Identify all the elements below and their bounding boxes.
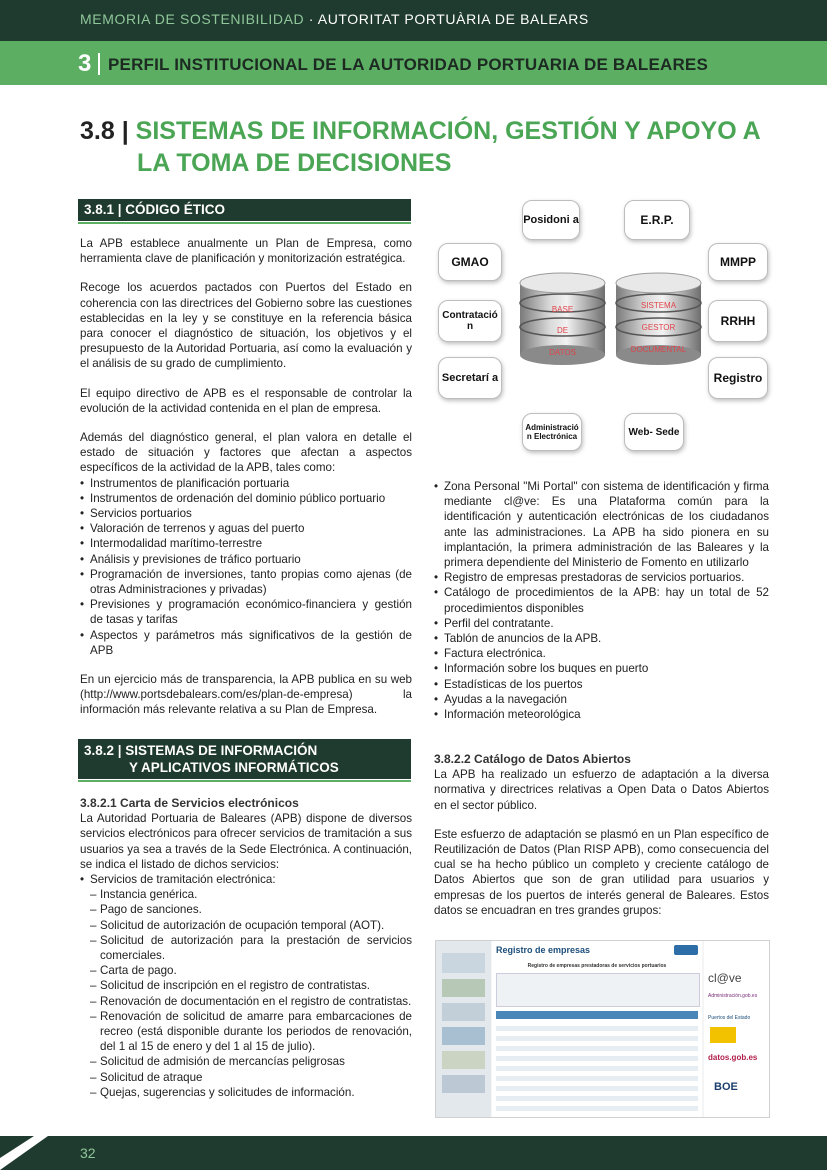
- list-item: • Previsiones y programación económico-financiera y gestión de tasas y tarifas: [80, 597, 412, 627]
- section-heading-382-line2: Y APLICATIVOS INFORMÁTICOS: [129, 760, 339, 775]
- list-item: • Estadísticas de los puertos: [434, 677, 769, 692]
- paragraph: La APB ha realizado un esfuerzo de adaptación a la diversa normativa y directrices relativas a Open Data o Datos Abiertos en el sector público.: [434, 768, 769, 812]
- datos-gob-logo: datos.gob.es: [708, 1053, 758, 1062]
- list-item: • Perfil del contratante.: [434, 616, 769, 631]
- list-item: • Valoración de terrenos y aguas del puerto: [80, 521, 412, 536]
- page-number: 32: [80, 1145, 96, 1161]
- db-label: DOCUMENTAL: [630, 345, 687, 354]
- page-title-number: 3.8 |: [80, 117, 129, 145]
- section-3822-body: [434, 752, 769, 918]
- screenshot-main: [492, 941, 702, 1117]
- header-text: [80, 11, 589, 27]
- procedures-list: [80, 887, 412, 1100]
- list-item: – Quejas, sugerencias y solicitudes de información.: [80, 1085, 412, 1100]
- section-heading-381: [78, 199, 411, 221]
- paragraph: La APB establece anualmente un Plan de Empresa, como herramienta clave de planificación y monitorización estratégica.: [80, 237, 412, 266]
- list-item: • Programación de inversiones, tanto propias como ajenas (de otras Administraciones y privadas): [80, 567, 412, 597]
- information-systems-diagram: [430, 195, 772, 450]
- screenshot-title: Registro de empresas: [496, 945, 591, 955]
- section-3821-body: [80, 796, 412, 1100]
- administracion-logo: Administración.gob.es: [708, 993, 758, 999]
- screenshot-subtitle: Registro de empresas prestadoras de servicios portuarios: [527, 963, 667, 969]
- paragraph: Recoge los acuerdos pactados con Puertos del Estado en coherencia con las directrices del Gobierno sobre las cuestiones establecidas en la ley y se constituye en la referencia básica para conocer el diagnóstico de situación, los objetivos y el presupuesto de la Autoridad Portuaria, así como la evaluación y el análisis de su grado de cumplimiento.: [80, 281, 412, 371]
- list-item: – Instancia genérica.: [80, 887, 412, 902]
- list-item: – Solicitud de atraque: [80, 1070, 412, 1085]
- list-item: • Instrumentos de planificación portuaria: [80, 476, 412, 491]
- chapter-divider: [98, 53, 100, 75]
- list-item: – Solicitud de inscripción en el registro de contratistas.: [80, 978, 412, 993]
- list-item: – Carta de pago.: [80, 963, 412, 978]
- screenshot-logos: [704, 941, 769, 1117]
- system-box-rrhh: RRHH: [708, 300, 768, 342]
- page-title: [80, 115, 780, 177]
- system-box-posidonia: Posidoni a: [522, 200, 580, 240]
- list-item: • Factura electrónica.: [434, 646, 769, 661]
- clave-logo: cl@ve: [708, 971, 742, 985]
- list-item: – Solicitud de admisión de mercancías peligrosas: [80, 1054, 412, 1069]
- chapter-title: PERFIL INSTITUCIONAL DE LA AUTORIDAD PORTUARIA DE BALEARES: [108, 55, 709, 74]
- services-list: [80, 872, 412, 887]
- db-label: SISTEMA: [640, 301, 677, 310]
- screenshot-sidebar: [436, 941, 491, 1117]
- db-label: BASE: [551, 305, 574, 314]
- db-label: GESTOR: [641, 323, 676, 332]
- list-item: • Catálogo de procedimientos de la APB: hay un total de 52 procedimientos disponibles: [434, 585, 769, 615]
- chapter-number: 3: [78, 50, 92, 77]
- doc-title: MEMORIA DE SOSTENIBILIDAD: [80, 11, 305, 27]
- section-381-body: [80, 236, 412, 718]
- registro-empresas-screenshot: [435, 940, 770, 1118]
- paragraph: Además del diagnóstico general, el plan valora en detalle el estado de situación y factores que afectan a aspectos específicos de la actividad de la APB, tales como:: [80, 431, 412, 475]
- boe-logo: BOE: [714, 1081, 738, 1093]
- puertos-del-estado-logo: Puertos del Estado: [708, 1015, 751, 1021]
- page-title-line1: SISTEMAS DE INFORMACIÓN, GESTIÓN Y APOYO A: [135, 117, 761, 145]
- system-box-mmpp: MMPP: [708, 243, 768, 281]
- list-item: • Información meteorológica: [434, 707, 769, 722]
- system-box-gmao: GMAO: [438, 243, 502, 281]
- list-item: • Servicios portuarios: [80, 506, 412, 521]
- screenshot-button: [674, 945, 698, 955]
- spain-emblem-icon: [710, 1027, 736, 1043]
- paragraph: En un ejercicio más de transparencia, la APB publica en su web (http://www.portsdebalears.com/es/plan-de-empresa) la información más relevante relativa a su Plan de Empresa.: [80, 673, 412, 717]
- chapter-bar: [0, 41, 827, 85]
- paragraph: La Autoridad Portuaria de Baleares (APB) dispone de diversos servicios electrónicos para ofrecer servicios de tramitación a sus usuarios ya sea a través de la Sede Electrónica. A continuación, se indica el listado de dichos servicios:: [80, 812, 412, 871]
- section-heading-382-line1: 3.8.2 | SISTEMAS DE INFORMACIÓN: [84, 743, 318, 758]
- plan-aspects-list: [80, 476, 412, 658]
- system-box-registro: Registro: [708, 357, 768, 399]
- list-item: • Tablón de anuncios de la APB.: [434, 631, 769, 646]
- system-box-contratacion: Contratació n: [438, 300, 502, 342]
- subsection-title: 3.8.2.1 Carta de Servicios electrónicos: [80, 796, 299, 810]
- list-item: – Renovación de solicitud de amarre para embarcaciones de recreo (está disponible durante los periodos de renovación, del 1 al 15 de enero y del 1 al 15 de julio).: [80, 1009, 412, 1055]
- system-box-web-sede: Web- Sede: [624, 413, 684, 451]
- list-item: • Aspectos y parámetros más significativos de la gestión de APB: [80, 628, 412, 658]
- paragraph: Este esfuerzo de adaptación se plasmó en un Plan específico de Reutilización de Datos (Plan RISP APB), como consecuencia del cual se ha hecho público un completo y creciente catálogo de Datos Abiertos que son de gran utilidad para usuarios y empresas de los puertos de interés general de Baleares. Estos datos se encuadran en tres grandes grupos:: [434, 827, 769, 917]
- subsection-title: 3.8.2.2 Catálogo de Datos Abiertos: [434, 752, 631, 766]
- system-box-erp: E.R.P.: [624, 200, 690, 240]
- list-item: – Renovación de documentación en el registro de contratistas.: [80, 994, 412, 1009]
- list-item: • Instrumentos de ordenación del dominio público portuario: [80, 491, 412, 506]
- electronic-services-list-continued: [434, 479, 769, 722]
- list-item: • Registro de empresas prestadoras de servicios portuarios.: [434, 570, 769, 585]
- header-separator: ·: [304, 11, 318, 27]
- list-item: • Zona Personal "Mi Portal" con sistema de identificación y firma mediante cl@ve: Es una Plataforma común para la identificación y autenticación electrónicas de los ciudadanos ante las administraciones. La APB ha sido pionera en su implantación, la primera administración de las Baleares y la primera dependiente del Ministerio de Fomento en utilizarlo: [434, 479, 769, 570]
- list-item: • Servicios de tramitación electrónica:: [80, 872, 412, 887]
- footer-decoration: [0, 1136, 80, 1170]
- system-box-secretaria: Secretarí a: [438, 357, 502, 399]
- db-label: DE: [556, 326, 569, 335]
- list-item: • Intermodalidad marítimo-terrestre: [80, 536, 412, 551]
- section-heading-382: [78, 739, 411, 779]
- list-item: • Información sobre los buques en puerto: [434, 661, 769, 676]
- organization-name: AUTORITAT PORTUÀRIA DE BALEARS: [317, 11, 589, 27]
- db-label: DATOS: [549, 348, 576, 357]
- list-item: – Pago de sanciones.: [80, 902, 412, 917]
- system-box-administracion-electronica: Administració n Electrónica: [522, 413, 582, 451]
- list-item: – Solicitud de autorización de ocupación temporal (AOT).: [80, 918, 412, 933]
- paragraph: El equipo directivo de APB es el responsable de controlar la evolución de la actividad contenida en el plan de empresa.: [80, 386, 412, 415]
- services-list: [434, 479, 769, 722]
- list-item: • Análisis y previsiones de tráfico portuario: [80, 552, 412, 567]
- page-footer: [0, 1136, 827, 1170]
- list-item: – Solicitud de autorización para la prestación de servicios comerciales.: [80, 933, 412, 963]
- section-heading-381-text: 3.8.1 | CÓDIGO ÉTICO: [84, 202, 226, 217]
- document-header: [0, 0, 827, 41]
- page-title-line2: LA TOMA DE DECISIONES: [137, 149, 452, 177]
- list-item: • Ayudas a la navegación: [434, 692, 769, 707]
